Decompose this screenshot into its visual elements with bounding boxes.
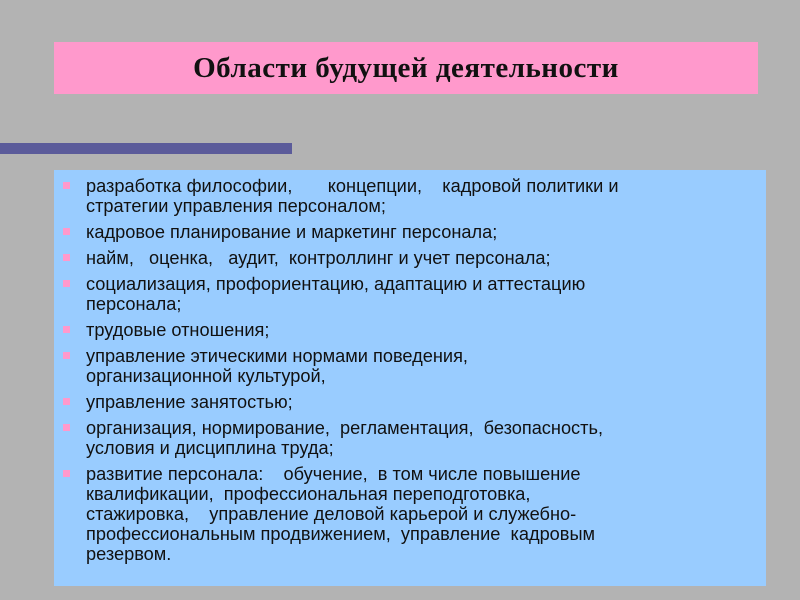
- bullet-item: [86, 346, 754, 386]
- bullet-item: [86, 248, 754, 268]
- bullet-list: [54, 170, 766, 564]
- square-bullet-icon: [63, 398, 70, 405]
- bullet-text-line: организация, нормирование, регламентация, безопасность,: [86, 418, 604, 438]
- bullet-text-line: трудовые отношения;: [86, 320, 270, 340]
- square-bullet-icon: [63, 424, 70, 431]
- bullet-text-line: квалификации, профессиональная переподготовка,: [86, 484, 531, 504]
- divider-bar: [0, 143, 292, 154]
- square-bullet-icon: [63, 280, 70, 287]
- bullet-text-line: найм, оценка, аудит, контроллинг и учет персонала;: [86, 248, 551, 268]
- bullet-item: [86, 320, 754, 340]
- bullet-text-line: условия и дисциплина труда;: [86, 438, 334, 458]
- title-banner: [54, 42, 758, 94]
- square-bullet-icon: [63, 326, 70, 333]
- bullet-item: [86, 464, 754, 564]
- square-bullet-icon: [63, 228, 70, 235]
- bullet-text-line: стратегии управления персоналом;: [86, 196, 386, 216]
- square-bullet-icon: [63, 254, 70, 261]
- bullet-text-line: организационной культурой,: [86, 366, 326, 386]
- bullet-item: [86, 418, 754, 458]
- bullet-text-line: разработка философии, концепции, кадровой политики и: [86, 176, 619, 196]
- bullet-text-line: кадровое планирование и маркетинг персонала;: [86, 222, 498, 242]
- bullet-text-line: социализация, профориентацию, адаптацию и аттестацию: [86, 274, 586, 294]
- bullet-text-line: профессиональным продвижением, управление кадровым: [86, 524, 596, 544]
- bullet-text-line: управление занятостью;: [86, 392, 293, 412]
- content-panel: [54, 170, 766, 586]
- square-bullet-icon: [63, 352, 70, 359]
- square-bullet-icon: [63, 182, 70, 189]
- bullet-text-line: развитие персонала: обучение, в том числе повышение: [86, 464, 581, 484]
- bullet-item: [86, 176, 754, 216]
- bullet-text-line: резервом.: [86, 544, 172, 564]
- bullet-text-line: персонала;: [86, 294, 182, 314]
- bullet-item: [86, 392, 754, 412]
- bullet-text-line: стажировка, управление деловой карьерой и служебно-: [86, 504, 577, 524]
- slide-title: Области будущей деятельности: [193, 51, 619, 84]
- bullet-text-line: управление этическими нормами поведения,: [86, 346, 468, 366]
- square-bullet-icon: [63, 470, 70, 477]
- bullet-item: [86, 222, 754, 242]
- bullet-item: [86, 274, 754, 314]
